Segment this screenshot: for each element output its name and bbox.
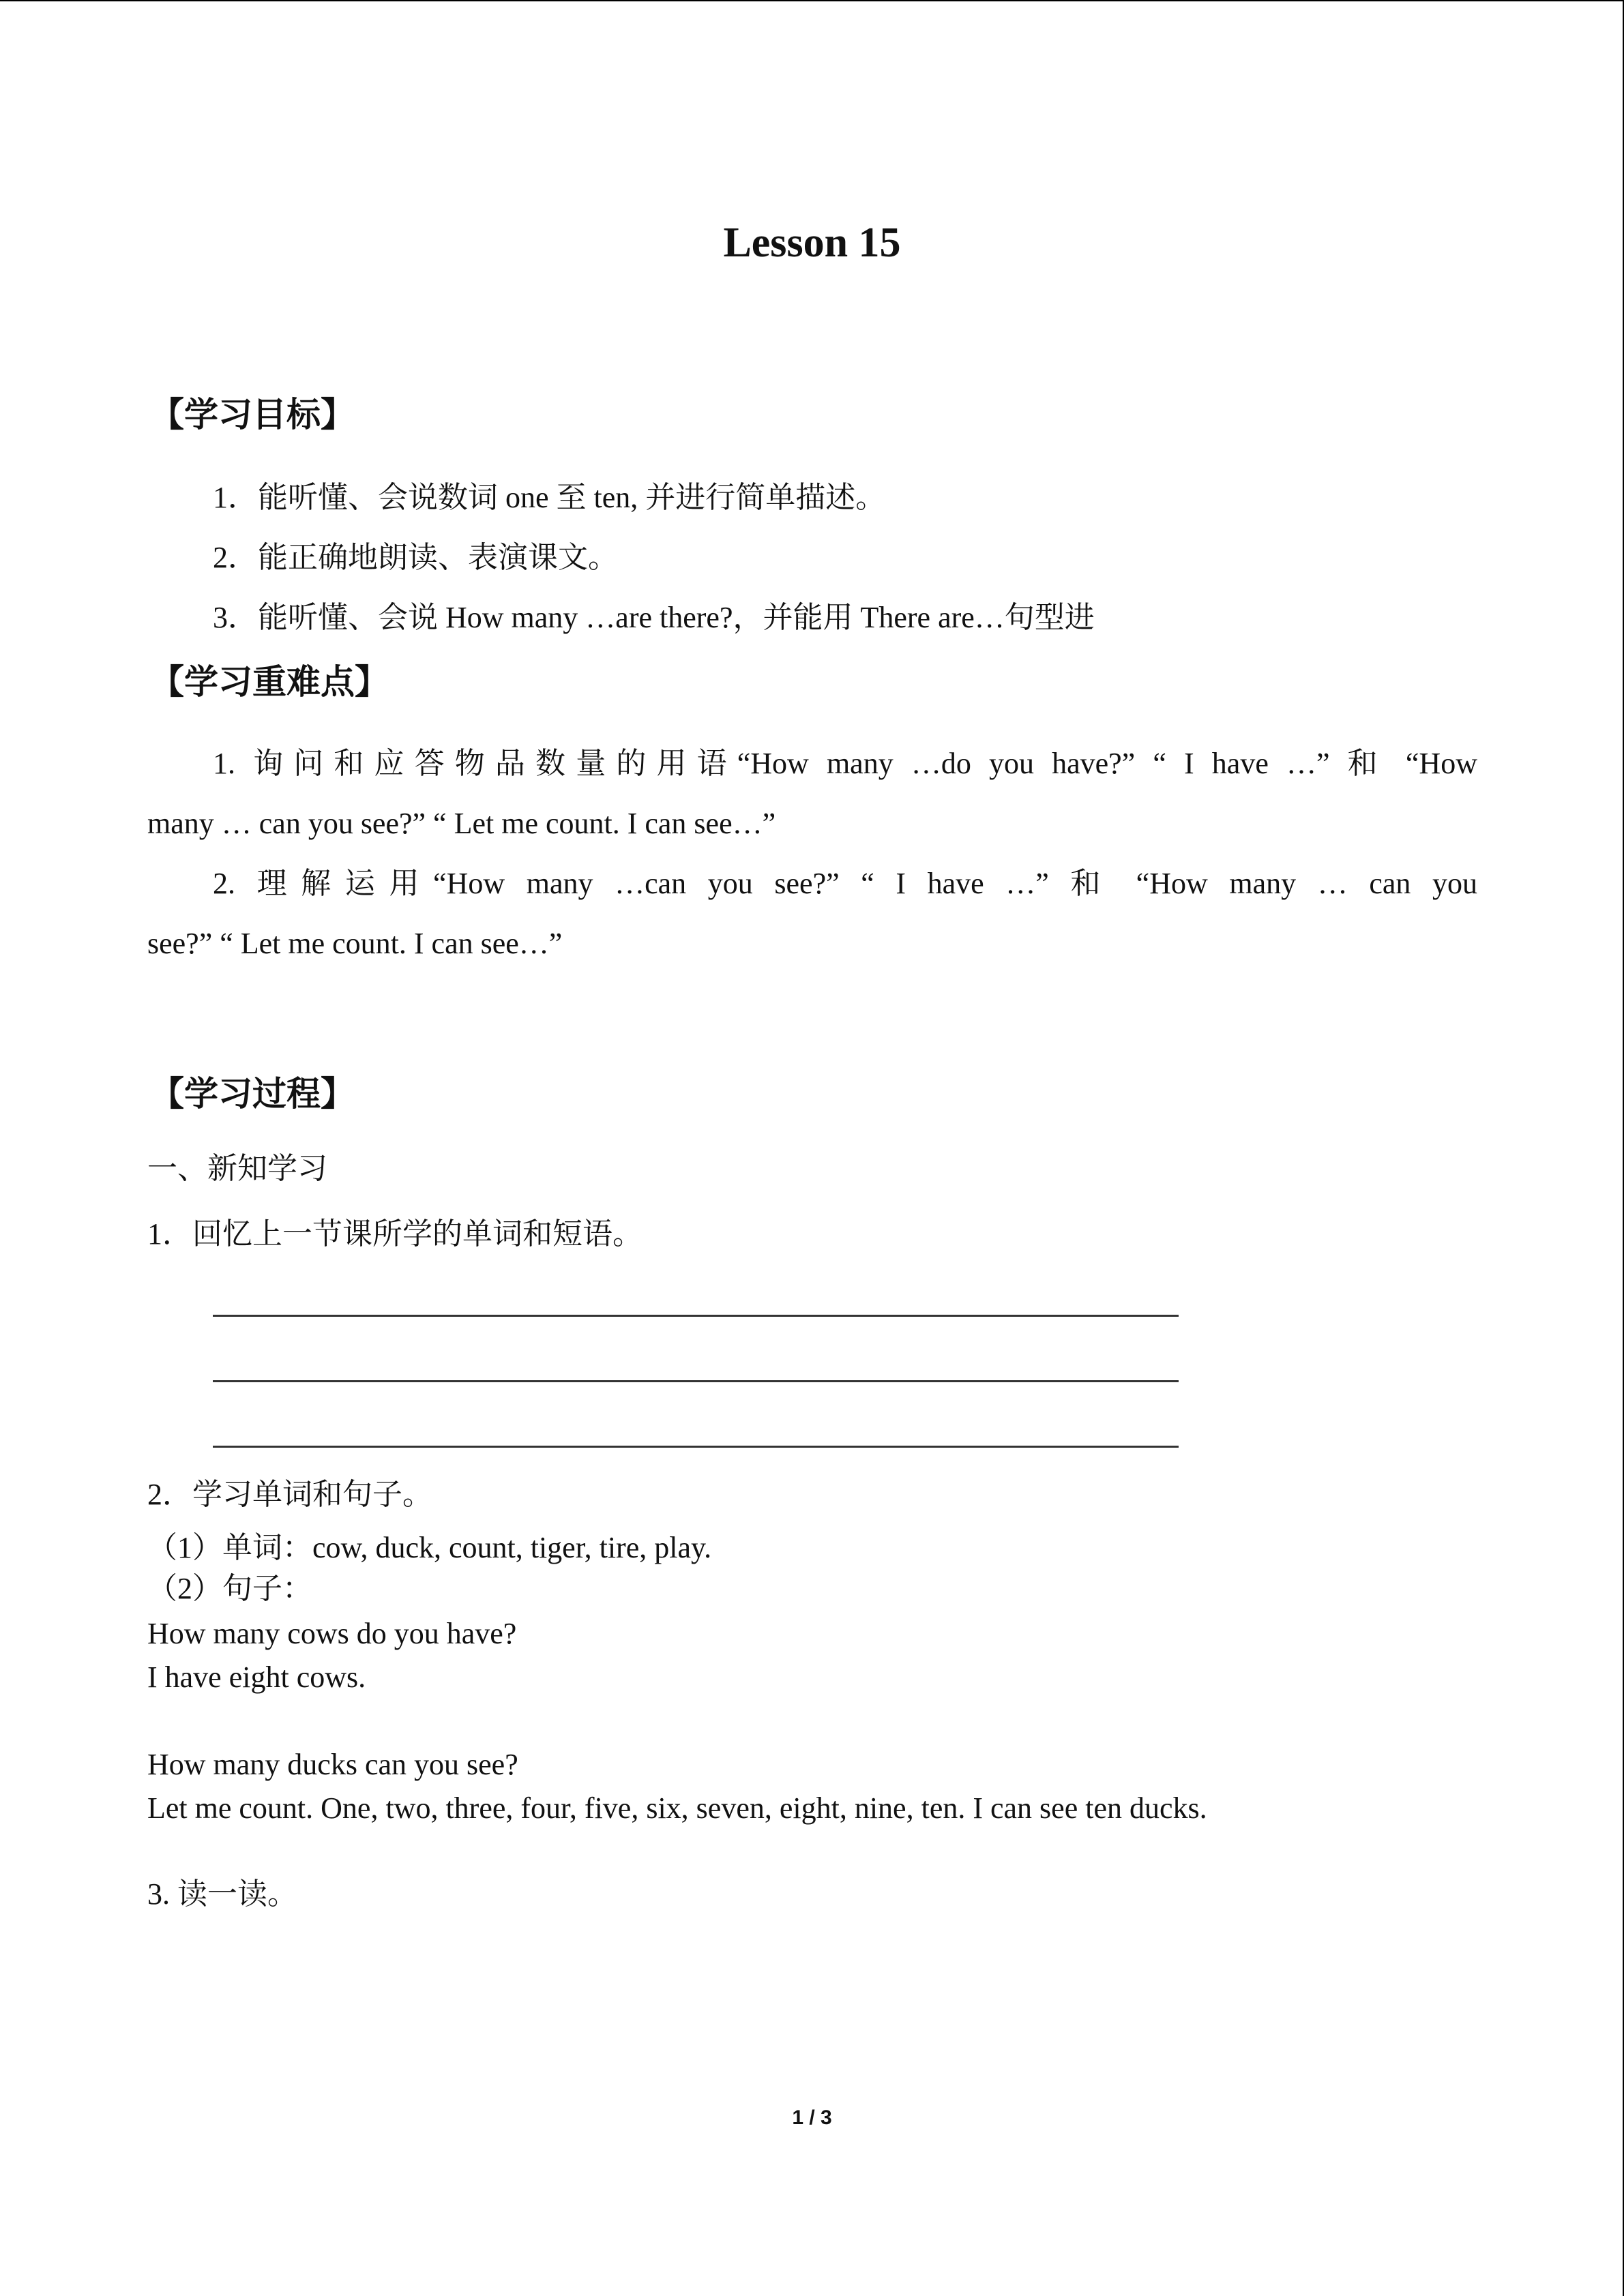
objective-item: 3．能听懂、会说 How many …are there?，并能用 There are…句型进 (213, 601, 1095, 634)
vocabulary-list: （1）单词：cow, duck, count, tiger, tire, play. (147, 1531, 712, 1564)
sentence: How many cows do you have? (147, 1617, 517, 1650)
section-new-knowledge: 一、新知学习 (147, 1152, 327, 1185)
sentence: I have eight cows. (147, 1660, 366, 1694)
objective-item: 1．能听懂、会说数词 one 至 ten, 并进行简单描述。 (213, 481, 886, 514)
sentence: How many ducks can you see? (147, 1748, 518, 1781)
key-point-2-line-1: 2. 理解运用“How many …can you see?” “ I have …” 和 “How many … can you (213, 867, 1477, 900)
objective-item: 2．能正确地朗读、表演课文。 (213, 541, 618, 574)
sentence: Let me count. One, two, three, four, five, six, seven, eight, nine, ten. I can see ten ducks. (147, 1791, 1207, 1825)
page-number: 1 / 3 (792, 2106, 832, 2129)
step-1-review: 1．回忆上一节课所学的单词和短语。 (147, 1217, 643, 1251)
process-heading: 【学习过程】 (150, 1075, 355, 1113)
answer-line[interactable] (213, 1315, 1179, 1317)
key-point-2-line-2: see?” “ Let me count. I can see…” (147, 927, 563, 960)
key-point-1-line-1: 1. 询问和应答物品数量的用语“How many …do you have?” “ I have …” 和 “How (213, 747, 1477, 780)
key-points-heading: 【学习重难点】 (150, 663, 389, 701)
answer-line[interactable] (213, 1446, 1179, 1448)
step-2-learn: 2．学习单词和句子。 (147, 1478, 432, 1511)
key-point-1-line-2: many … can you see?” “ Let me count. I can see…” (147, 807, 776, 840)
answer-line[interactable] (213, 1380, 1179, 1382)
step-3-read: 3. 读一读。 (147, 1877, 297, 1911)
page-title: Lesson 15 (723, 220, 901, 266)
sentences-label: （2）句子： (147, 1572, 312, 1605)
objectives-heading: 【学习目标】 (150, 396, 355, 434)
